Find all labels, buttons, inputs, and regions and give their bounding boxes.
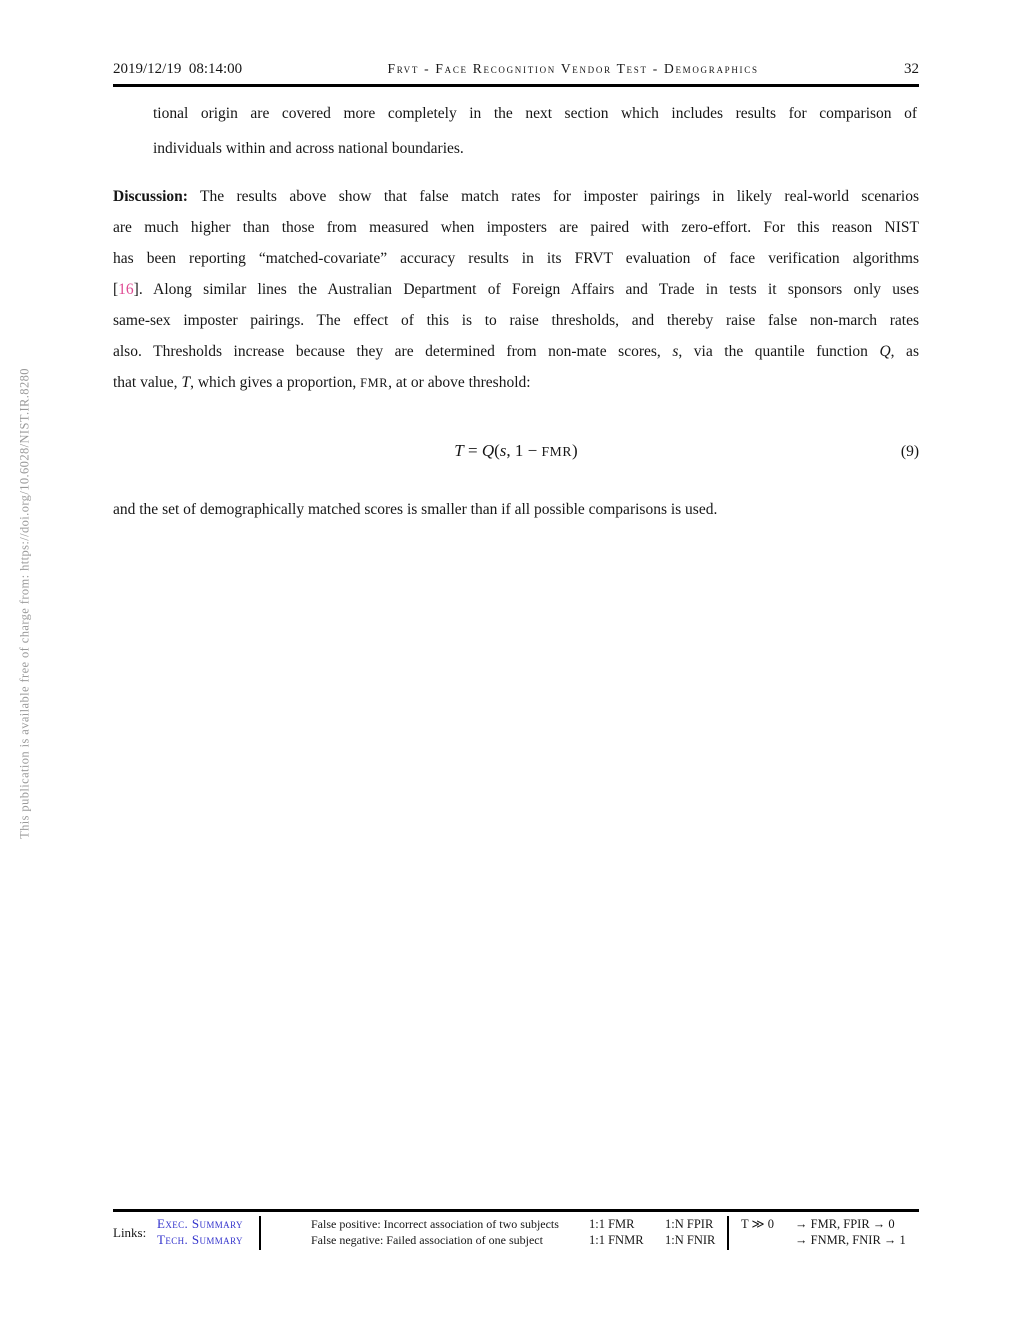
sidebar-publication-note: This publication is available free of charge from: https://doi.org/10.6028/NIST.IR.8280 [17,368,32,839]
discussion-paragraph [113,181,919,399]
exec-summary-link[interactable]: Exec. Summary [157,1216,243,1231]
paragraph-line: tional origin are covered more completely in the next section which includes results for comparison of [153,105,917,122]
header-rule [113,84,919,87]
math-var-s: s [499,441,507,460]
equation-9 [113,441,919,467]
footer-divider [259,1216,261,1250]
discussion-text: The results above show that false match rates for imposter pairings in likely real-world scenarios [187,188,919,205]
implication-line: → FMR, FPIR → 0 [795,1217,895,1231]
discussion-text: , at or above threshold: [388,374,531,391]
false-positive-definition: False positive: Incorrect association of two subjects [311,1217,559,1231]
math-var-q: Q [879,343,891,360]
equation-text: = [463,441,482,460]
equation-text: ( [494,441,500,460]
tech-summary-link[interactable]: Tech. Summary [157,1232,243,1247]
footer-definitions [311,1216,579,1248]
header-running-title: Frvt - Face Recognition Vendor Test - Demographics [387,61,759,76]
equation-text: , 1 − [506,441,542,460]
footer-legend [113,1216,919,1250]
implication-line: → FNMR, FNIR → 1 [795,1233,906,1247]
discussion-text: , as [890,343,919,360]
footer-rule [113,1209,919,1212]
discussion-text: , which gives a proportion, [190,374,361,391]
citation-bracket: [ [113,281,119,298]
discussion-line [113,274,919,305]
page-header [113,61,919,78]
footer-metrics-1to1 [589,1216,661,1248]
discussion-label: Discussion: [113,188,188,205]
math-var-t: T [181,374,191,391]
header-page-number: 32 [904,61,919,77]
metric-label: 1:N FNIR [665,1233,716,1247]
footer-implications [795,1216,906,1248]
discussion-text: also. Thresholds increase because they are determined from non-mate scores, [113,343,673,360]
paragraph-continued [153,96,917,166]
metric-label: 1:1 FMR [589,1217,635,1231]
discussion-line: are much higher than those from measured when imposters are paired with zero-effort. For this reason NIST [113,219,919,236]
discussion-line: same-sex imposter pairings. The effect of this is to raise thresholds, and thereby raise false non-march rates [113,312,919,329]
footer-links-label: Links: [113,1225,147,1240]
paragraph-line: individuals within and across national boundaries. [153,140,464,157]
closing-paragraph: and the set of demographically matched scores is smaller than if all possible comparisons is used. [113,501,718,518]
false-negative-definition: False negative: Failed association of one subject [311,1233,543,1247]
footer-links [157,1216,253,1248]
discussion-line [113,336,919,367]
footer-threshold: T ≫ 0 [741,1217,774,1231]
citation-16-link[interactable]: 16 [118,281,134,298]
fmr-smallcaps: FMR [541,444,573,459]
metric-label: 1:1 FNMR [589,1233,644,1247]
footer-divider [727,1216,729,1250]
discussion-text: , via the quantile function [678,343,880,360]
metric-label: 1:N FPIR [665,1217,714,1231]
equation-body [113,441,919,461]
math-var-t: T [454,441,464,460]
header-datetime: 2019/12/19 08:14:00 [113,61,243,77]
discussion-text: ]. Along similar lines the Australian Department of Foreign Affairs and Trade in tests it sponsors only uses [133,281,919,298]
discussion-text: that value, [113,374,182,391]
discussion-line [113,367,919,399]
discussion-line: has been reporting “matched-covariate” accuracy results in its FRVT evaluation of face verification algorithms [113,250,919,267]
fmr-smallcaps: FMR [360,376,389,390]
math-var-s: s [672,343,679,360]
discussion-line [113,181,919,212]
equation-text: ) [572,441,578,460]
equation-number: (9) [900,443,919,460]
math-var-q: Q [481,441,495,460]
footer-metrics-1toN [665,1216,721,1248]
